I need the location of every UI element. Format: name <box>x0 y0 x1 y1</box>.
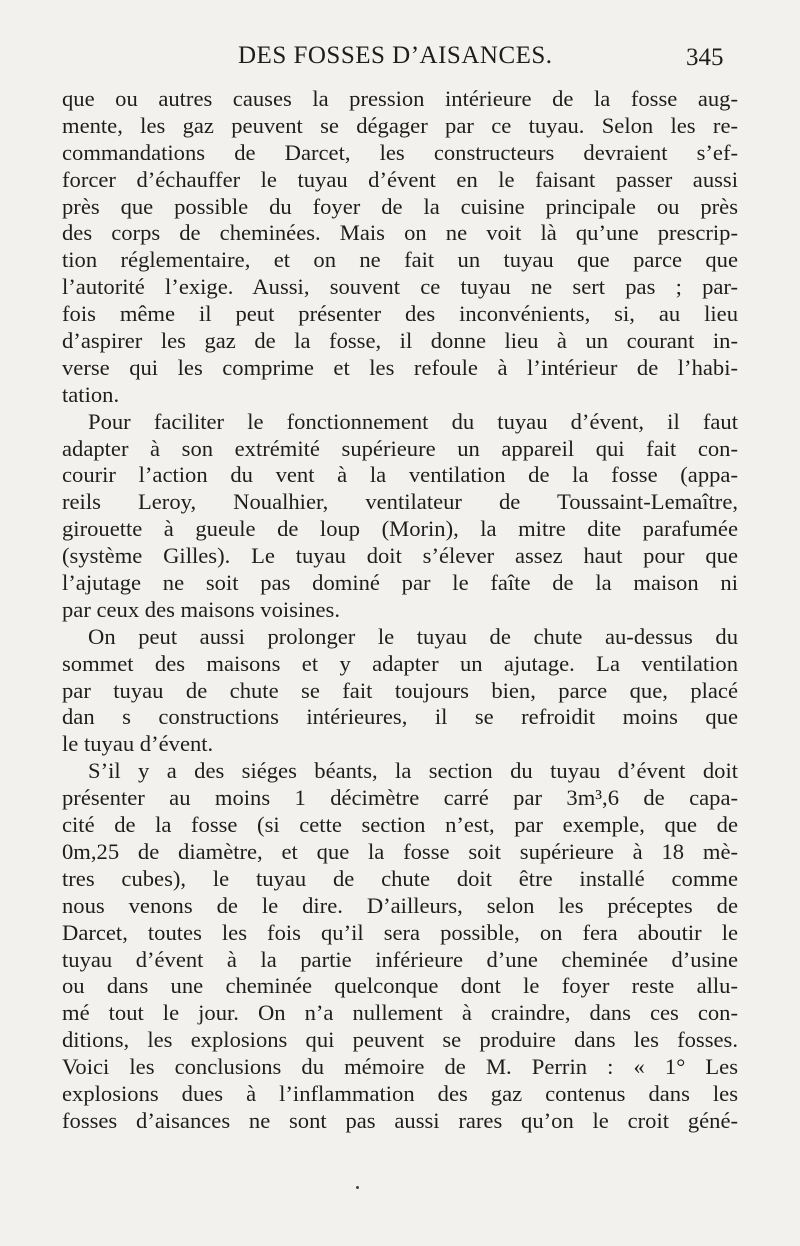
text-line: girouette à gueule de loup (Morin), la mitre dite parafumée <box>62 516 738 542</box>
text-line: verse qui les comprime et les refoule à l’intérieur de l’habi- <box>62 354 738 380</box>
text-line: fois même il peut présenter des inconvénients, si, au lieu <box>62 301 738 327</box>
text-line: que ou autres causes la pression intérieure de la fosse aug- <box>62 86 738 111</box>
text-line: (système Gilles). Le tuyau doit s’élever assez haut pour que <box>62 543 738 569</box>
text-line: dan s constructions intérieures, il se refroidit moins que <box>62 704 738 730</box>
text-line: nous venons de le dire. D’ailleurs, selon les préceptes de <box>62 892 738 918</box>
text-line: adapter à son extrémité supérieure un appareil qui fait con- <box>62 435 738 461</box>
text-line: des corps de cheminées. Mais on ne voit là qu’une prescrip- <box>62 220 738 246</box>
paragraph-first-line: On peut aussi prolonger le tuyau de chute au-dessus du <box>88 623 738 649</box>
text-line: d’aspirer les gaz de la fosse, il donne lieu à un courant in- <box>62 328 738 354</box>
text-line: explosions dues à l’inflammation des gaz contenus dans les <box>62 1080 738 1106</box>
running-head <box>0 42 800 82</box>
text-line: commandations de Darcet, les constructeurs devraient s’ef- <box>62 139 738 165</box>
page-number: 345 <box>686 44 724 71</box>
text-line: fosses d’aisances ne sont pas aussi rares qu’on le croit géné- <box>62 1107 738 1133</box>
body-text <box>62 86 738 1135</box>
text-line: forcer d’échauffer le tuyau d’évent en le faisant passer aussi <box>62 166 738 192</box>
text-line: courir l’action du vent à la ventilation de la fosse (appa- <box>62 462 738 488</box>
text-line: l’ajutage ne soit pas dominé par le faîte de la maison ni <box>62 570 738 596</box>
text-line: le tuyau d’évent. <box>62 731 214 757</box>
chapter-title: DES FOSSES D’AISANCES. <box>238 42 553 69</box>
text-line: cité de la fosse (si cette section n’est, par exemple, que de <box>62 812 738 838</box>
text-line: Voici les conclusions du mémoire de M. Perrin : « 1° Les <box>62 1054 738 1080</box>
text-line: mé tout le jour. On n’a nullement à craindre, dans ces con- <box>62 1000 738 1026</box>
text-line: ou dans une cheminée quelconque dont le foyer reste allu- <box>62 973 738 999</box>
text-line: présenter au moins 1 décimètre carré par 3m³,6 de capa- <box>62 785 738 811</box>
text-line: reils Leroy, Noualhier, ventilateur de Toussaint-Lemaître, <box>62 489 738 515</box>
paragraph-first-line: S’il y a des siéges béants, la section du tuyau d’évent doit <box>88 758 738 784</box>
print-speck <box>356 1186 359 1189</box>
text-line: sommet des maisons et y adapter un ajutage. La ventilation <box>62 650 738 676</box>
text-line: tion réglementaire, et on ne fait un tuyau que parce que <box>62 247 738 273</box>
paragraph-first-line: Pour faciliter le fonctionnement du tuyau d’évent, il faut <box>88 408 738 434</box>
text-line: tres cubes), le tuyau de chute doit être installé comme <box>62 865 738 891</box>
text-line: Darcet, toutes les fois qu’il sera possible, on fera aboutir le <box>62 919 738 945</box>
text-line: par tuyau de chute se fait toujours bien, parce que, placé <box>62 677 738 703</box>
text-line: tation. <box>62 381 120 407</box>
text-line: par ceux des maisons voisines. <box>62 596 340 622</box>
text-line: ditions, les explosions qui peuvent se produire dans les fosses. <box>62 1027 738 1053</box>
text-line: mente, les gaz peuvent se dégager par ce tuyau. Selon les re- <box>62 112 738 138</box>
text-line: près que possible du foyer de la cuisine principale ou près <box>62 193 738 219</box>
text-line: l’autorité l’exige. Aussi, souvent ce tuyau ne sert pas ; par- <box>62 274 738 300</box>
text-line: tuyau d’évent à la partie inférieure d’une cheminée d’usine <box>62 946 738 972</box>
text-line: 0m,25 de diamètre, et que la fosse soit supérieure à 18 mè- <box>62 838 738 864</box>
